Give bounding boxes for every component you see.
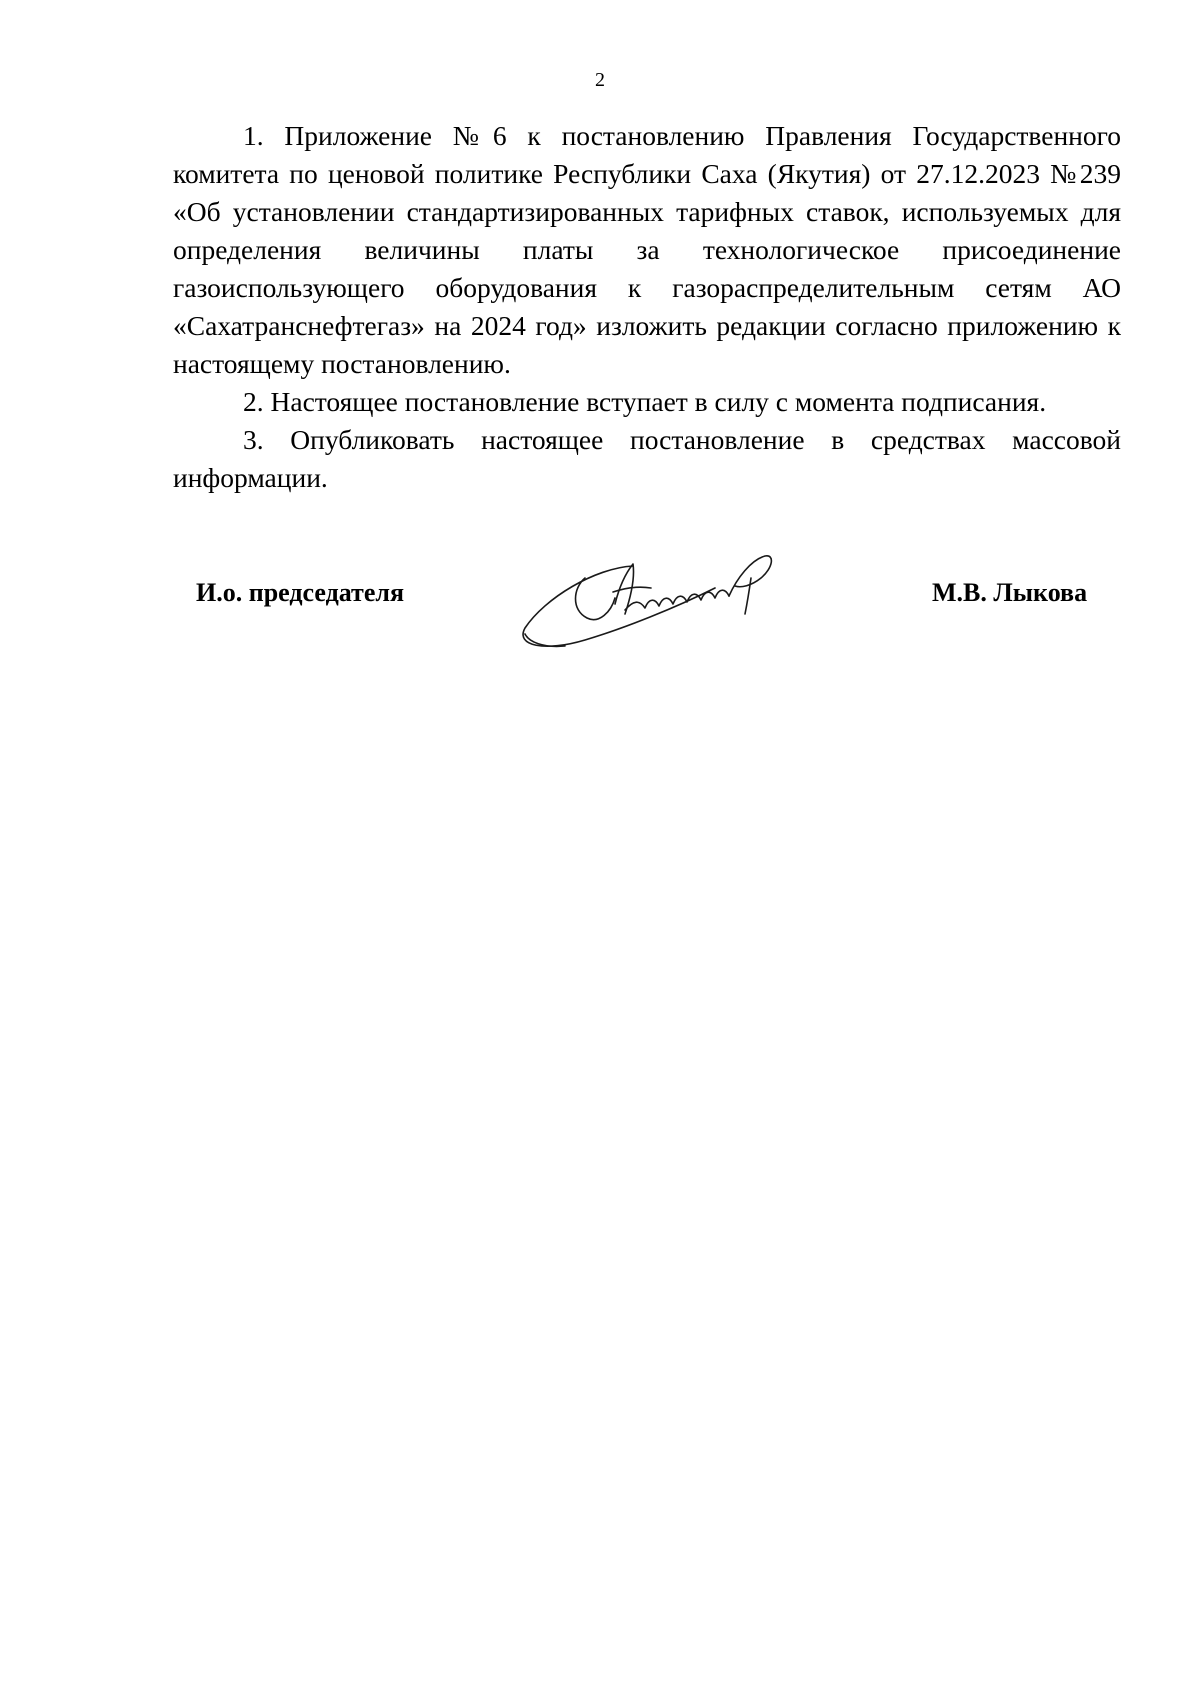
paragraph-2: 2. Настоящее постановление вступает в силу с момента подписания. (243, 386, 1047, 417)
paragraph-3: 3. Опубликовать настоящее постановление в средствах массовой информации. (173, 424, 1121, 493)
signatory-title: И.о. председателя (196, 578, 405, 607)
signature-block (0, 548, 1200, 648)
document-body (173, 117, 1121, 497)
signatory-name: М.В. Лыкова (932, 578, 1088, 607)
page-number: 2 (595, 69, 605, 91)
handwritten-signature (515, 548, 815, 658)
paragraph-1: 1. Приложение №6 к постановлению Правления Государственного комитета по ценовой политике Республики Саха (Якутия) от 27.12.2023 №239 «Об установлении стандартизированных тарифных ставок, используемых для определения величины платы за технологическое присоединение газоиспользующего оборудования к газораспределительным сетям АО «Сахатранснефтегаз» на 2024 год» изложить редакции согласно приложению к настоящему постановлению. (173, 120, 1121, 379)
